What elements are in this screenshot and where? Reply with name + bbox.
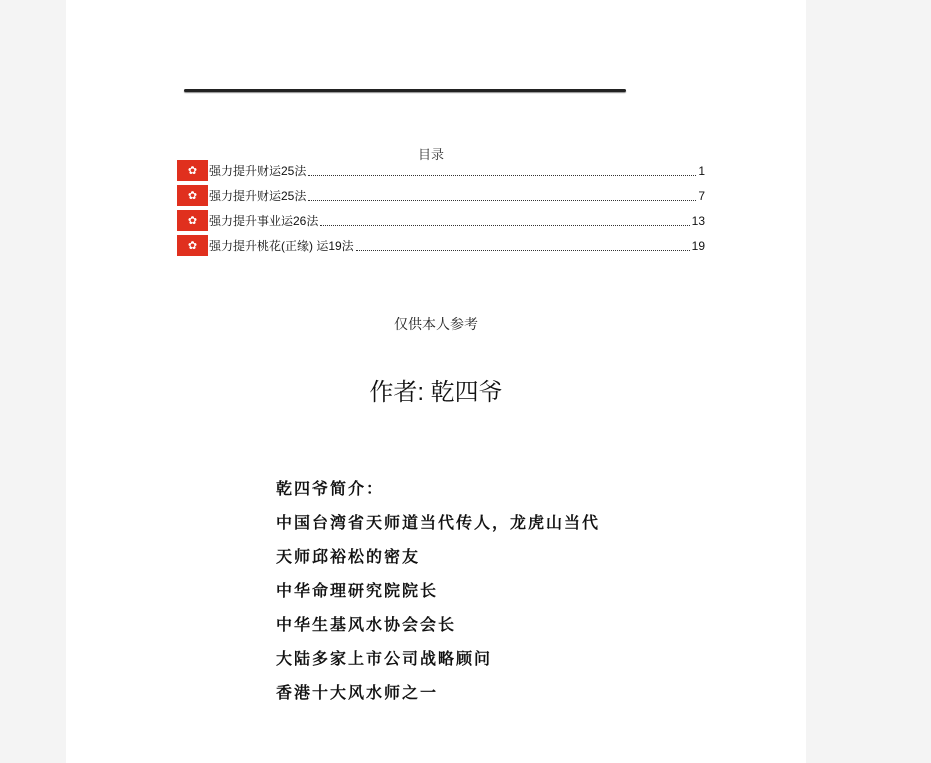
- toc-entry-page: 13: [691, 213, 705, 228]
- bio-line: 中华生基风水协会会长: [276, 615, 457, 634]
- bio-line: 香港十大风水师之一: [276, 683, 439, 702]
- leader-dots: [320, 215, 689, 226]
- flower-flag-icon: ✿: [177, 210, 208, 231]
- toc-entry-label: 强力提升财运25法: [209, 164, 307, 178]
- toc-entry[interactable]: [177, 233, 705, 258]
- bio-line: 中华命理研究院院长: [276, 581, 439, 600]
- bio-line: 中国台湾省天师道当代传人，龙虎山当代: [276, 513, 601, 532]
- author-bio: [276, 476, 600, 714]
- toc-entry-page: 7: [698, 188, 705, 203]
- toc-entry-page: 1: [698, 163, 705, 178]
- bio-line: 大陆多家上市公司战略顾问: [276, 649, 493, 668]
- toc-title: 目录: [417, 148, 444, 163]
- toc-entry[interactable]: [177, 183, 705, 208]
- leader-dots: [356, 240, 690, 251]
- toc-entry-label: 强力提升事业运26法: [209, 214, 319, 228]
- bio-line: 乾四爷简介：: [276, 479, 385, 498]
- bio-line: 天师邱裕松的密友: [276, 547, 421, 566]
- toc-entry-label: 强力提升财运25法: [209, 189, 307, 203]
- horizontal-rule: [184, 89, 626, 92]
- flower-flag-icon: ✿: [177, 160, 208, 181]
- toc-entry-page: 19: [691, 238, 705, 253]
- toc-entry-label: 强力提升桃花(正缘) 运19法: [209, 239, 354, 253]
- leader-dots: [308, 190, 696, 201]
- leader-dots: [308, 165, 696, 176]
- document-page: [66, 0, 806, 763]
- toc-entry[interactable]: [177, 208, 705, 233]
- author-heading: 作者: 乾四爷: [369, 379, 503, 406]
- table-of-contents: [177, 158, 705, 258]
- toc-entry[interactable]: [177, 158, 705, 183]
- flower-flag-icon: ✿: [177, 185, 208, 206]
- reference-note: 仅供本人参考: [394, 316, 478, 332]
- flower-flag-icon: ✿: [177, 235, 208, 256]
